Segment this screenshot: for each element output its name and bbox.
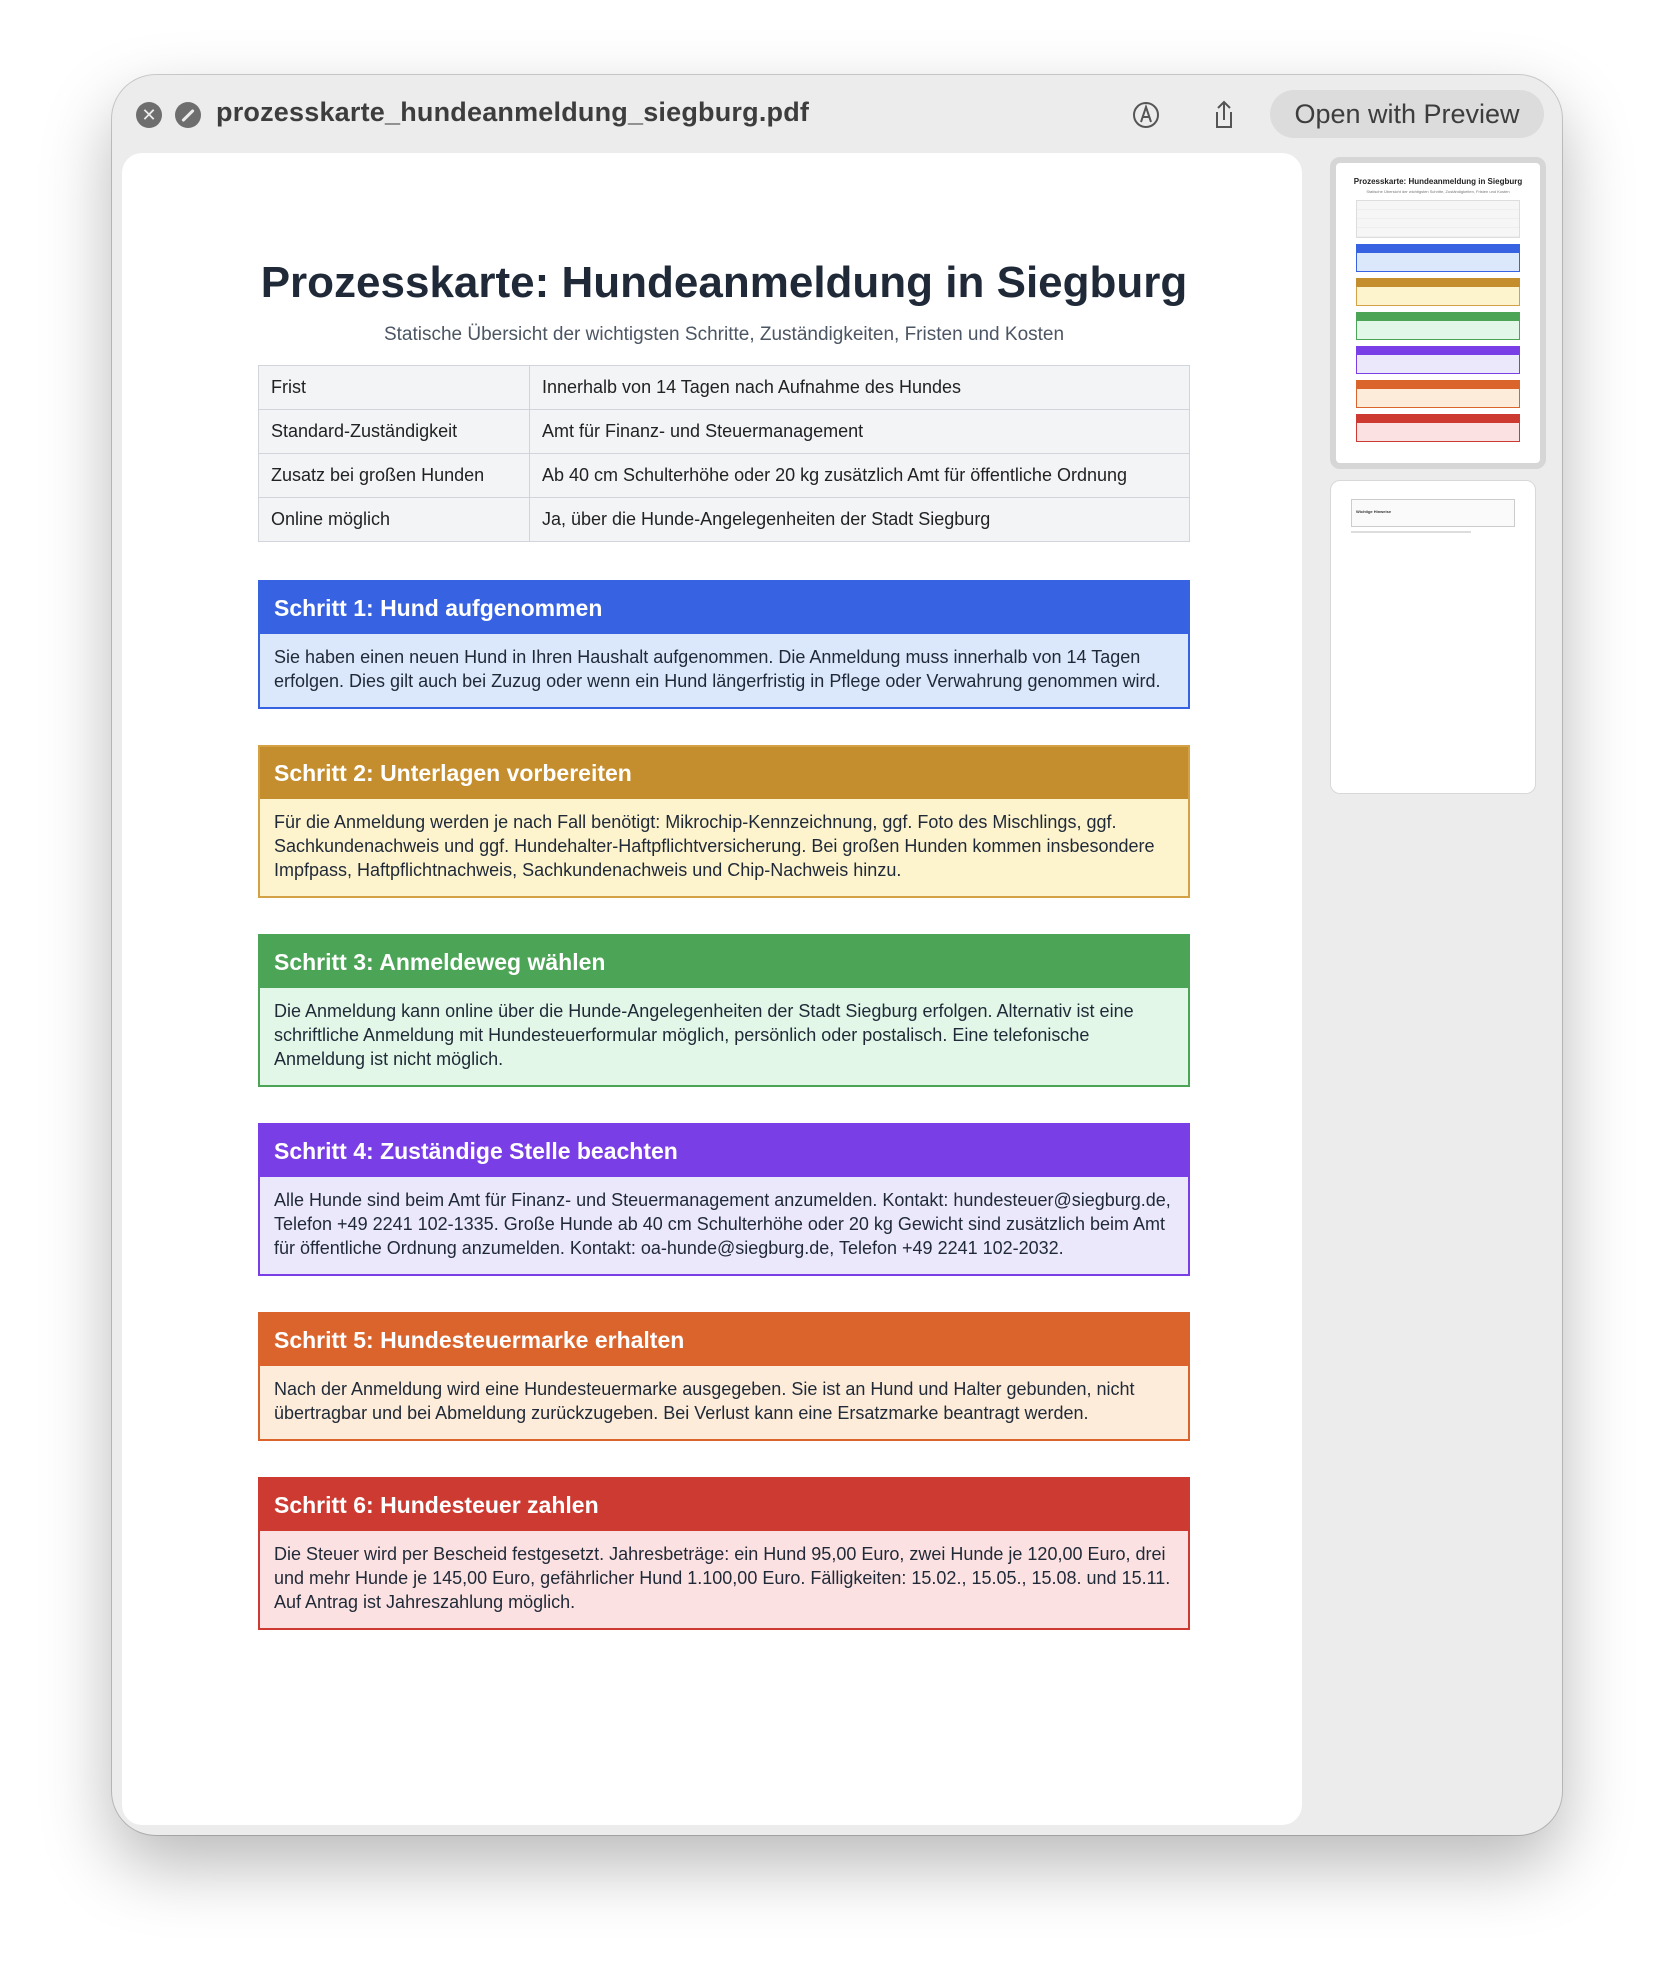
quicklook-window (112, 75, 1562, 1835)
step-text: Für die Anmeldung werden je nach Fall benötigt: Mikrochip-Kennzeichnung, ggf. Foto des Mischlings, ggf. Sachkundenachweis und ggf. Hundehalter-Haftpflichtversicherung. Bei großen Hunden kommen insbesondere Impfpass, Haftpflichtnachweis, Sachkundenachweis und Chip-Nachweis hinzu. (260, 799, 1188, 896)
page-thumbnail-1[interactable] (1330, 157, 1546, 469)
pdf-page (122, 153, 1302, 1825)
step-title: Schritt 2: Unterlagen vorbereiten (260, 747, 1188, 799)
table-row (259, 410, 1190, 454)
document-subtitle: Statische Übersicht der wichtigsten Schritte, Zuständigkeiten, Fristen und Kosten (383, 324, 1065, 345)
step-title: Schritt 1: Hund aufgenommen (260, 582, 1188, 634)
thumbnail-step (1356, 414, 1520, 442)
open-with-preview-button[interactable]: Open with Preview (1270, 90, 1544, 138)
thumbnail-source-line (1351, 531, 1471, 533)
fact-key: Standard-Zuständigkeit (259, 410, 530, 454)
step-title: Schritt 3: Anmeldeweg wählen (260, 936, 1188, 988)
block-icon[interactable] (175, 102, 201, 128)
fact-key: Zusatz bei großen Hunden (259, 454, 530, 498)
step-card-5 (258, 1312, 1190, 1441)
step-card-2 (258, 745, 1190, 898)
step-card-6 (258, 1477, 1190, 1630)
table-row (259, 366, 1190, 410)
thumbnail-step (1356, 244, 1520, 272)
table-row (259, 498, 1190, 542)
thumbnail-notes-label: Wichtige Hinweise (1356, 509, 1392, 514)
step-card-3 (258, 934, 1190, 1087)
share-icon[interactable] (1204, 95, 1244, 135)
thumbnail-row (1357, 219, 1519, 228)
step-text: Alle Hunde sind beim Amt für Finanz- und Steuermanagement anzumelden. Kontakt: hundesteuer@siegburg.de, Telefon +49 2241 102-1335. Große Hunde ab 40 cm Schulterhöhe oder 20 kg Gewicht sind zusätzlich beim Amt für öffentliche Ordnung anzumelden. Kontakt: oa-hunde@siegburg.de, Telefon +49 2241 102-2032. (260, 1177, 1188, 1274)
close-icon[interactable]: ✕ (136, 102, 162, 128)
thumbnail-step (1356, 312, 1520, 340)
step-text: Nach der Anmeldung wird eine Hundesteuermarke ausgegeben. Sie ist an Hund und Halter gebunden, nicht übertragbar und bei Abmeldung zurückzugeben. Bei Verlust kann eine Ersatzmarke beantragt werden. (260, 1366, 1188, 1439)
step-text: Sie haben einen neuen Hund in Ihren Haushalt aufgenommen. Die Anmeldung muss innerhalb von 14 Tagen erfolgen. Dies gilt auch bei Zuzug oder wenn ein Hund längerfristig in Pflege oder Verwahrung genommen wird. (260, 634, 1188, 707)
fact-key: Online möglich (259, 498, 530, 542)
thumbnail-row (1357, 201, 1519, 210)
thumbnail-subtitle: Statische Übersicht der wichtigsten Schritte, Zuständigkeiten, Fristen und Kosten (1366, 189, 1510, 194)
thumbnail-step (1356, 278, 1520, 306)
step-card-4 (258, 1123, 1190, 1276)
thumbnail-row (1357, 210, 1519, 219)
thumbnail-row (1357, 228, 1519, 237)
step-card-1 (258, 580, 1190, 709)
thumbnail-step (1356, 380, 1520, 408)
fact-key: Frist (259, 366, 530, 410)
thumbnail-notes-box (1351, 499, 1515, 527)
table-row (259, 454, 1190, 498)
document (258, 257, 1190, 1630)
step-text: Die Steuer wird per Bescheid festgesetzt. Jahresbeträge: ein Hund 95,00 Euro, zwei Hunde je 120,00 Euro, drei und mehr Hunde je 145,00 Euro, gefährlicher Hund 1.100,00 Euro. Fälligkeiten: 15.02., 15.05., 15.08. und 15.11. Auf Antrag ist Jahreszahlung möglich. (260, 1531, 1188, 1628)
page-thumbnail-2[interactable] (1330, 480, 1536, 794)
thumbnail-step (1356, 346, 1520, 374)
fact-value: Ja, über die Hunde-Angelegenheiten der Stadt Siegburg (530, 498, 1190, 542)
step-text: Die Anmeldung kann online über die Hunde-Angelegenheiten der Stadt Siegburg erfolgen. Alternativ ist eine schriftliche Anmeldung mit Hundesteuerformular möglich, persönlich oder postalisch. Eine telefonische Anmeldung ist nicht möglich. (260, 988, 1188, 1085)
fact-value: Ab 40 cm Schulterhöhe oder 20 kg zusätzlich Amt für öffentliche Ordnung (530, 454, 1190, 498)
step-title: Schritt 6: Hundesteuer zahlen (260, 1479, 1188, 1531)
fact-value: Amt für Finanz- und Steuermanagement (530, 410, 1190, 454)
titlebar (112, 75, 1562, 155)
window-title: prozesskarte_hundeanmeldung_siegburg.pdf (216, 97, 810, 127)
step-title: Schritt 4: Zuständige Stelle beachten (260, 1125, 1188, 1177)
fact-value: Innerhalb von 14 Tagen nach Aufnahme des Hundes (530, 366, 1190, 410)
facts-table (258, 365, 1190, 542)
thumbnail-title: Prozesskarte: Hundeanmeldung in Siegburg (1353, 177, 1523, 186)
thumbnail-table (1356, 200, 1520, 238)
document-title: Prozesskarte: Hundeanmeldung in Siegburg (260, 258, 1188, 307)
step-title: Schritt 5: Hundesteuermarke erhalten (260, 1314, 1188, 1366)
markup-icon[interactable] (1126, 95, 1166, 135)
